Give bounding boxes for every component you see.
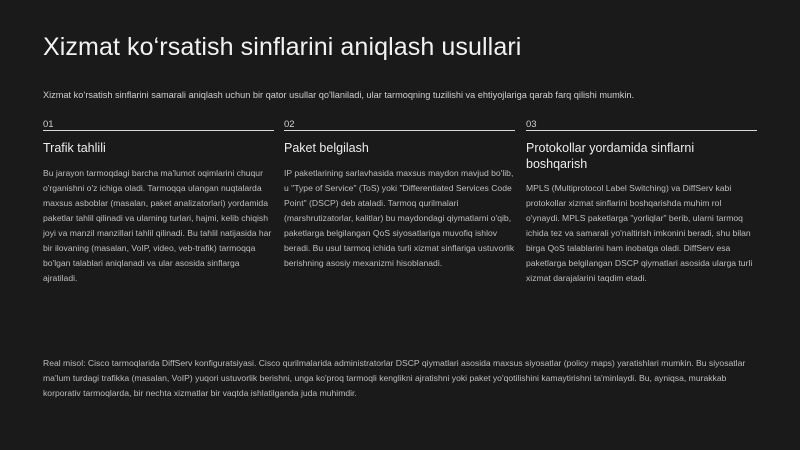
column-heading: Trafik tahlili (43, 141, 106, 155)
column-number: 01 (43, 119, 54, 130)
intro-text: Xizmat ko‘rsatish sinflarini samarali aniqlash uchun bir qator usullar qo'llaniladi, ular tarmoqning tuzilishi va ehtiyojlariga qarab farq qilishi mumkin. (43, 90, 635, 100)
column-divider (284, 130, 515, 131)
column-number: 02 (284, 119, 295, 130)
column-body: MPLS (Multiprotocol Label Switching) va DiffServ kabi protokollar xizmat sinflarini boshqarishda muhim rol o'ynaydi. MPLS paketlarga "yorliqlar" berib, ularni tarmoq ichida tez va samarali yo'naltirish imkonini beradi, shu bilan birga QoS talablarini ham inobatga oladi. DiffServ esa paketlarga belgilangan DSCP qiymatlari asosida ularga turli xizmat darajalarini taqdim etadi. (526, 183, 753, 283)
column-divider (43, 130, 274, 131)
column-body: IP paketlarining sarlavhasida maxsus maydon mavjud bo'lib, u "Type of Service" (ToS) yoki "Differentiated Services Code Point" (DSCP) deb ataladi. Tarmoq qurilmalari (marshrutizatorlar, kalitlar) bu maydondagi qiymatlarni o'qib, paketlarga belgilangan QoS siyosatlariga muvofiq ishlov beradi. Bu usul tarmoq ichida turli xizmat sinflariga ustuvorlik berishning asosiy mexanizmi hisoblanadi. (284, 168, 515, 268)
method-column-2 (284, 119, 515, 271)
example-paragraph: Real misol: Cisco tarmoqlarida DiffServ konfiguratsiyasi. Cisco qurilmalarida administratorlar DSCP qiymatlari asosida maxsus siyosatlar (policy maps) yaratishlari mumkin. Bu siyosatlar ma'lum turdagi trafikka (masalan, VoIP) yuqori ustuvorlik berishni, unga ko'proq tarmoqli kenglikni ajratishni yoki paket yo'qotilishini kamaytirishni ta'minlaydi. Bu, ayniqsa, murakkab korporativ tarmoqlarda, bir nechta xizmatlar bir vaqtda ishlatilganda juda muhimdir. (43, 358, 746, 398)
column-number: 03 (526, 119, 537, 130)
column-body: Bu jarayon tarmoqdagi barcha ma'lumot oqimlarini chuqur o'rganishni o'z ichiga oladi. Tarmoqqa ulangan nuqtalarda maxsus asboblar (masalan, paket analizatorlari) yordamida paketlar tahlil qilinadi va ularning turlari, hajmi, kelib chiqish joyi va manzil manzillari tahlil qilinadi. Bu tahlil natijasida har bir ilovaning (masalan, VoIP, video, veb-trafik) tarmoqqa bo'lgan talablari aniqlanadi va ular asosida sinflarga ajratiladi. (43, 168, 272, 283)
column-heading: Paket belgilash (284, 141, 369, 155)
column-divider (526, 130, 757, 131)
column-heading: Protokollar yordamida sinflarni boshqarish (526, 141, 695, 171)
method-column-1 (43, 119, 274, 286)
slide-title: Xizmat ko‘rsatish sinflarini aniqlash usullari (43, 33, 522, 61)
method-column-3 (526, 119, 757, 286)
